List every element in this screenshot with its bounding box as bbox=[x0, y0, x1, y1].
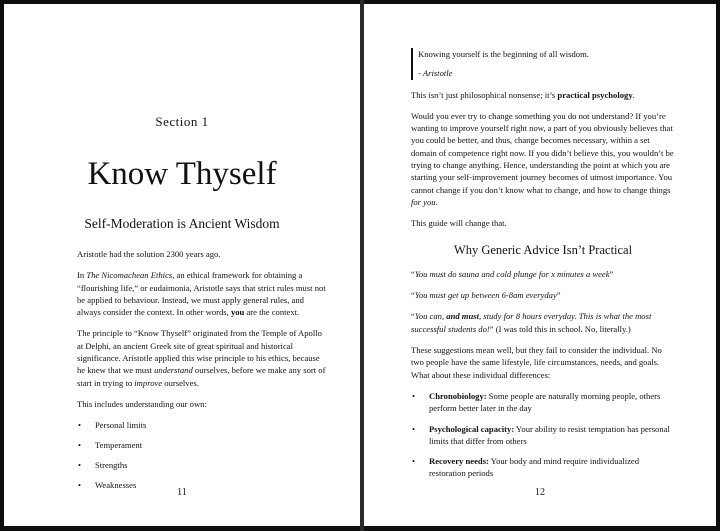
paragraph bbox=[411, 110, 675, 208]
emphasis-bold-italic: and must bbox=[446, 311, 479, 322]
bullet-text: Some people are naturally morning people, others perform better later in the day bbox=[429, 390, 661, 414]
advice-quote bbox=[411, 310, 675, 335]
paragraph: This includes understanding our own: bbox=[77, 398, 207, 409]
list-item bbox=[411, 390, 675, 415]
emphasis-italic: You must do sauna and cold plunge for x minutes a week bbox=[414, 268, 610, 279]
text-run: Would you ever try to change something you do not understand? If you’re wanting to improve yourself right now, a part of you obviously believes that you could be better, and thus, change becomes necessary, within a set domain of competence right now. If you didn’t believe this, you wouldn’t be trying to change anything. Hence, understanding the point at which you are starting your self-improvement journey becomes of utmost importance. You cannot change if you don’t know what to change, and how to change things bbox=[411, 110, 674, 195]
emphasis-bold: practical psychology bbox=[557, 89, 633, 100]
bullet-list bbox=[411, 390, 675, 480]
list-item: • Personal limits bbox=[77, 419, 329, 431]
bullet-label: Chronobiology: bbox=[429, 390, 487, 401]
page-number: 12 bbox=[535, 487, 545, 498]
bullet-label: Psychological capacity: bbox=[429, 423, 515, 434]
list-item: • Temperament bbox=[77, 439, 329, 451]
paragraph bbox=[411, 89, 675, 101]
chapter-title: Know Thyself bbox=[87, 156, 277, 192]
emphasis-bold: you bbox=[230, 307, 245, 318]
text-run: ourselves. bbox=[162, 377, 199, 388]
emphasis-italic: for you bbox=[411, 196, 436, 207]
list-item: • Weaknesses bbox=[77, 479, 329, 491]
bullet-text: Your ability to resist temptation has personal limits that differ from others bbox=[429, 423, 670, 446]
text-run: , an ethical framework for obtaining a “flourishing life,” or eudaimonia, Aristotle says that strict rules must not be applied to behaviour. Instead, we must apply general rules, and always consider the context. In other words, bbox=[77, 270, 326, 318]
book-title-italic: The Nicomachean Ethics bbox=[86, 270, 173, 281]
text-run: “ bbox=[411, 290, 415, 301]
text-run: In bbox=[77, 270, 87, 281]
list-item bbox=[411, 423, 675, 448]
text-run: This isn’t just philosophical nonsense; it’s bbox=[411, 89, 558, 100]
advice-quote bbox=[411, 268, 675, 280]
emphasis-italic: You can, bbox=[414, 311, 447, 322]
emphasis-italic: , study for 8 hours everyday. This is what the most successful students do! bbox=[411, 311, 652, 334]
quote-block bbox=[411, 48, 675, 80]
emphasis-italic: understand bbox=[154, 365, 193, 376]
emphasis-italic: improve bbox=[134, 377, 163, 388]
bullet-list bbox=[77, 419, 329, 491]
text-run: ” (I was told this in school. No, literally.) bbox=[489, 323, 631, 334]
text-run: ” bbox=[609, 268, 614, 279]
paragraph bbox=[77, 327, 329, 388]
text-run: “ bbox=[411, 268, 415, 279]
left-page bbox=[4, 4, 360, 526]
right-page bbox=[364, 4, 716, 526]
chapter-subtitle: Self-Moderation is Ancient Wisdom bbox=[84, 216, 280, 231]
list-item bbox=[411, 455, 675, 480]
text-run: are the context. bbox=[244, 307, 300, 318]
quote-author: - Aristotle bbox=[418, 68, 453, 79]
quote-text: Knowing yourself is the beginning of all wisdom. bbox=[418, 49, 589, 59]
bullet-label: Recovery needs: bbox=[429, 456, 489, 467]
emphasis-italic: You must get up between 6-8am everyday bbox=[414, 290, 557, 301]
advice-quote bbox=[411, 289, 675, 301]
text-run: ” bbox=[556, 290, 561, 301]
page-number: 11 bbox=[177, 487, 187, 498]
right-body-text bbox=[411, 48, 675, 488]
section-label: Section 1 bbox=[155, 114, 209, 129]
paragraph: These suggestions mean well, but they fail to consider the individual. No two people have the same lifestyle, life circumstances, needs, and goals. What about these individual differences: bbox=[411, 345, 662, 380]
text-run: . bbox=[632, 89, 635, 100]
text-run: ourselves, before we make any sort of start in trying to bbox=[77, 365, 326, 388]
list-item: • Strengths bbox=[77, 459, 329, 471]
text-run: . bbox=[435, 196, 438, 207]
section-heading: Why Generic Advice Isn’t Practical bbox=[453, 242, 633, 257]
paragraph: This guide will change that. bbox=[411, 218, 507, 229]
text-run: “ bbox=[411, 311, 415, 322]
left-body-text bbox=[77, 248, 329, 498]
bullet-text: Your body and mind require individualized restoration periods bbox=[429, 456, 640, 479]
paragraph: Aristotle had the solution 2300 years ago. bbox=[77, 249, 221, 259]
text-run: The principle to “Know Thyself” originated from the Temple of Apollo at Delphi, an ancient Greek site of great spiritual and historical significance. Aristotle applied this wise principle to his ethics, because he knew that we must bbox=[77, 328, 322, 376]
paragraph bbox=[77, 269, 329, 318]
